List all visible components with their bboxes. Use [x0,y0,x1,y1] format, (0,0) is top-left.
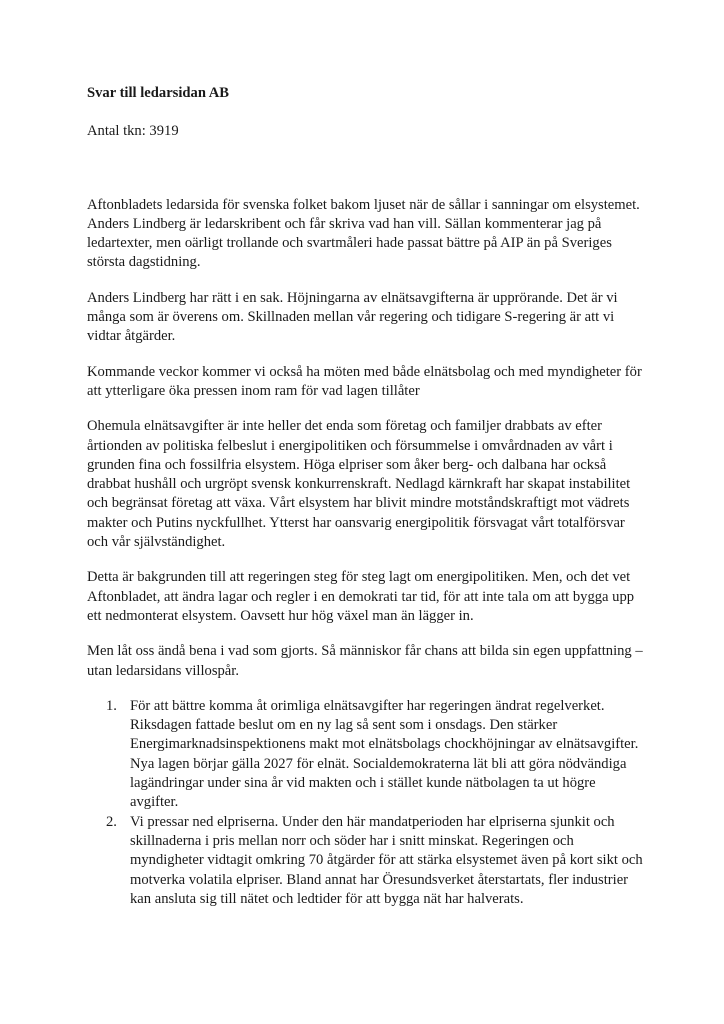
paragraph-meetings: Kommande veckor kommer vi också ha möten med både elnätsbolag och med myndigheter för att ytterligare öka pressen inom ram för vad lagen tillåter [87,363,642,399]
document-title: Svar till ledarsidan AB [87,85,230,101]
document-page [87,84,647,909]
list-item [106,813,647,909]
paragraph-intro: Aftonbladets ledarsida för svenska folket bakom ljuset när de sållar i sanningar om elsystemet. Anders Lindberg är ledarskribent och får skriva vad han vill. Sällan kommenterar jag på ledartexter, men oärligt trollande och svartmåleri hade passat bättre på AIP än på Sveriges största dagstidning. [87,196,640,271]
character-count: Antal tkn: 3919 [87,123,179,140]
measures-list [87,697,647,909]
list-item [106,697,647,813]
paragraph-what-was-done: Men låt oss ändå bena i vad som gjorts. Så människor får chans att bilda sin egen uppfattning – utan ledarsidans villospår. [87,643,643,679]
list-item-number: 2. [106,813,117,830]
paragraph-background-problems: Ohemula elnätsavgifter är inte heller det enda som företag och familjer drabbats av efter årtionden av politiska felbeslut i energipolitiken och försummelse i omvårdnaden av vårt i grunden fina och fossilfria elsystem. Höga elpriser som åker berg- och dalbana har också drabbat hushåll och urgröpt svensk konkurrenskraft. Nedlagd kärnkraft har skapat instabilitet och begränsat företag att växa. Vårt elsystem har blivit mindre motståndskraftigt mot vädrets makter och Putins nyckfullhet. Ytterst har oansvarig energipolitik försvagat vårt totalförsvar och vår självständighet. [87,418,631,551]
list-item-number: 1. [106,697,117,714]
list-item-text: För att bättre komma åt orimliga elnätsavgifter har regeringen ändrat regelverket. Riksdagen fattade beslut om en ny lag så sent som i onsdags. Den stärker Energimarknadsinspektionens makt mot elnätsbolags chockhöjningar av elnätsavgifter. Nya lagen börjar gälla 2027 för elnät. Socialdemokraterna lät bli att göra nödvändiga lagändringar under sina år vid makten och i stället kunde nätbolagen ta ut högre avgifter. [130,697,639,811]
paragraph-agreement: Anders Lindberg har rätt i en sak. Höjningarna av elnätsavgifterna är upprörande. Det är vi många som är överens om. Skillnaden mellan vår regering och tidigare S-regering är att vi vidtar åtgärder. [87,289,618,345]
list-item-text: Vi pressar ned elpriserna. Under den här mandatperioden har elpriserna sjunkit och skillnaderna i pris mellan norr och söder har i snitt minskat. Regeringen och myndigheter vidtagit omkring 70 åtgärder för att stärka elsystemet även på kort sikt och motverka volatila elpriser. Bland annat har Öresundsverket återstartats, fler industrier kan ansluta sig till nätet och ledtider för att bygga nät har halverats. [130,813,643,907]
paragraph-policy-shift: Detta är bakgrunden till att regeringen steg för steg lagt om energipolitiken. Men, och det vet Aftonbladet, att ändra lagar och regler i en demokrati tar tid, för att inte tala om att bygga upp ett nedmonterat elsystem. Oavsett hur hög växel man än lägger in. [87,569,635,624]
